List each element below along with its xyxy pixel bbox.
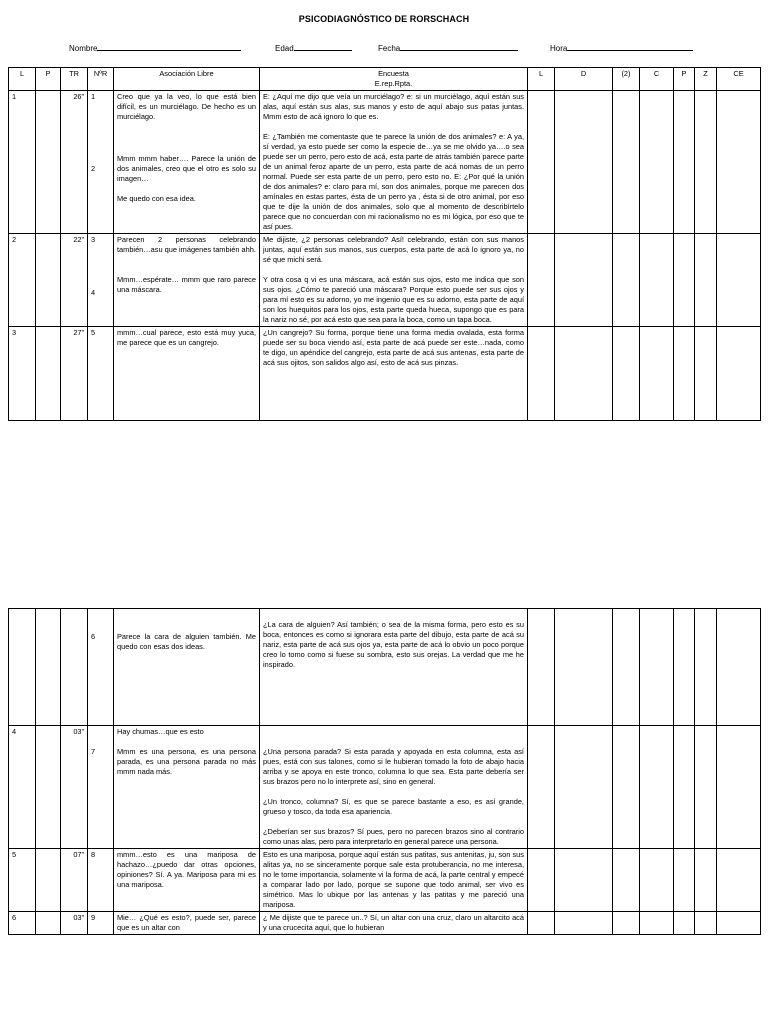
col-ce: CE	[717, 68, 761, 91]
col-p2: P	[674, 68, 695, 91]
response-number: 1	[91, 91, 96, 101]
cell-p	[36, 90, 61, 233]
table-row	[9, 609, 761, 726]
cell-p	[36, 233, 61, 326]
table-row	[9, 90, 761, 233]
encuesta-sub-label: E.rep.Rpta.	[374, 78, 413, 88]
cell-encuesta	[260, 609, 528, 726]
asociacion-text: Parece la cara de alguien también. Me quedo con esas dos ideas.	[117, 632, 256, 651]
asociacion-text: Hay chumas…que es esto	[117, 727, 204, 736]
col-two: (2)	[613, 68, 640, 91]
cell-p	[36, 911, 61, 934]
response-number: 2	[91, 163, 96, 173]
cell-nr: 9	[88, 911, 114, 934]
col-d: D	[555, 68, 613, 91]
asociacion-text: Creo que ya la veo, lo que está bien difícil, es un murciélago. De hecho es un murciélago.	[117, 91, 256, 121]
cell-nr	[88, 726, 114, 849]
col-c: C	[640, 68, 674, 91]
cell-encuesta: Esto es una mariposa, porque aquí están sus patitas, sus antenitas, ju, son sus alitas ya, no se sinceramente porque sale esta protuberancia, no me interesa, no le tome importancia, solamente vi la forma de acá, la parte central y empecé a comparar lado por lado, porque se supone que todo animal, ser vivo es simétrico. Mas lo ubique por las antenas y las patitas y me pareció una mariposa.	[260, 848, 528, 911]
encuesta-label: Encuesta	[378, 69, 409, 78]
cell-asociacion: mmm…cual parece, esto está muy yuca, me parece que es un cangrejo.	[114, 326, 260, 420]
cell-asociacion	[114, 90, 260, 233]
nombre-label: Nombre	[69, 44, 98, 53]
table-row	[9, 326, 761, 420]
cell-encuesta: ¿ Me dijiste que te parece un..? Sí, un altar con una cruz, claro un altarcito acá y una crucecita aquí, que lo hubieran	[260, 911, 528, 934]
cell-asociacion: mmm…esto es una mariposa de hachazo…¿puedo dar otras opciones, opiniones? Sí. A ya. Mariposa para mi es una mariposa.	[114, 848, 260, 911]
cell-asociacion	[114, 726, 260, 849]
col-tr: TR	[61, 68, 88, 91]
cell-encuesta	[260, 233, 528, 326]
cell-l: 4	[9, 726, 36, 849]
cell-tr: 07”	[61, 848, 88, 911]
response-number: 4	[91, 287, 96, 297]
col-z: Z	[695, 68, 717, 91]
nombre-field[interactable]	[69, 41, 241, 53]
cell-tr: 26”	[61, 90, 88, 233]
table-row	[9, 726, 761, 849]
header-row	[9, 68, 761, 91]
cell-nr	[88, 233, 114, 326]
cell-tr	[61, 609, 88, 726]
cell-nr: 8	[88, 848, 114, 911]
col-p: P	[36, 68, 61, 91]
col-l: L	[9, 68, 36, 91]
asociacion-text: Mmm…espérate… mmm que raro parece una máscara.	[117, 274, 256, 294]
cell-tr: 03”	[61, 726, 88, 849]
cell-l: 3	[9, 326, 36, 420]
cell-asociacion	[114, 609, 260, 726]
cell-nr	[88, 90, 114, 233]
asociacion-text: Me quedo con esa idea.	[117, 193, 196, 203]
rorschach-table-1	[8, 67, 761, 421]
table-row	[9, 911, 761, 934]
cell-l: 1	[9, 90, 36, 233]
encuesta-text: ¿Deberían ser sus brazos? Sí pues, pero no parecen brazos sino al contrario como unas alas, pero para interpretarlo en general parece una persona.	[263, 826, 524, 846]
asociacion-text: Mmm mmm haber…. Parece la unión de dos animales, creo que el otro es solo su imagen…	[117, 153, 256, 183]
table-row	[9, 233, 761, 326]
cell-asociacion	[114, 233, 260, 326]
col-encuesta	[260, 68, 528, 91]
rorschach-table-2	[8, 608, 761, 935]
hora-field[interactable]	[550, 41, 693, 53]
asociacion-text: Parecen 2 personas celebrando también…asu que imágenes también ahh.	[117, 234, 256, 254]
cell-tr: 27”	[61, 326, 88, 420]
encuesta-text: Me dijiste, ¿2 personas celebrando? Así! celebrando, están con sus manos juntas, aquí están sus manos, sus cuerpos, esta parte de acá lo ignoro ya, no sé que michi será.	[263, 234, 524, 264]
encuesta-text: ¿La cara de alguien? Así también; o sea de la misma forma, pero esto es su boca, entonces es como si ignorara esta parte del dibujo, esta parte de acá su nariz, esta parte de acá sus ojos ya, esta parte de acá lo obvio un poco porque creo lo tomo como si fuese su sombra, esto sus orejas. La verdad que me he inspirado.	[263, 620, 524, 669]
cell-l: 2	[9, 233, 36, 326]
encuesta-text: ¿Un tronco, columna? Sí, es que se parece bastante a eso, es así grande, grueso y tosco, da toda esa apariencia.	[263, 796, 524, 816]
cell-l	[9, 609, 36, 726]
cell-encuesta	[260, 90, 528, 233]
cell-asociacion: Mie… ¿Qué es esto?, puede ser, parece que es un altar con	[114, 911, 260, 934]
cell-p	[36, 848, 61, 911]
fecha-field[interactable]	[378, 41, 518, 53]
cell-p	[36, 609, 61, 726]
col-l2: L	[528, 68, 555, 91]
cell-nr	[88, 609, 114, 726]
encuesta-text: E: ¿Aquí me dijo que veía un murciélago? e: si un murciélago, aquí están sus alas, aquí están sus alas, sus manos y esto de aquí abajo sus patas juntas. Mmm esto de acá ignoro lo que es.	[263, 91, 524, 121]
asociacion-text: Mmm es una persona, es una persona parada, es una persona parada no más mmm nada más.	[117, 746, 256, 776]
edad-label: Edad	[275, 44, 294, 53]
response-number: 6	[91, 632, 96, 641]
table-row	[9, 848, 761, 911]
cell-l: 5	[9, 848, 36, 911]
page-title: PSICODIAGNÓSTICO DE RORSCHACH	[298, 14, 470, 24]
response-number: 7	[91, 747, 96, 756]
cell-tr: 22”	[61, 233, 88, 326]
encuesta-text: ¿Una persona parada? Si esta parada y apoyada en esta columna, esta así pues, está con sus talones, como si le hubieran tomado la foto de abajo hacia arriba y se apoya en este tronco, columna lo que sea. Esta parte debería ser sus brazos pero no lo interprete así, sino en general.	[263, 747, 524, 786]
edad-field[interactable]	[275, 41, 352, 53]
cell-tr: 03”	[61, 911, 88, 934]
hora-label: Hora	[550, 44, 568, 53]
encuesta-text: Y otra cosa q vi es una máscara, acá están sus ojos, esto me indica que son sus ojos. ¿Cómo te pareció una máscara? Porque esto puede ser sus ojos y para mí esto es su adorno, yo me ingenio que es su adorno, esta parte de aquí son los huequitos para los ojos, esta parte queda hueca, supongo que es para la nariz no sé, por acá esto que sea para la boca, como un tapa boca.	[263, 274, 524, 324]
encuesta-text: E: ¿También me comentaste que te parece la unión de dos animales? e: A ya, sí verdad, ya esto puede ser como la especie de…ya se me olvido ya….o sea puede ser un perro, pero esto de acá, esta parte de atrás también parece parte de un animal feroz aparte de un perro, esta parte de acá nomas de un perro normal. Puede ser esta parte de un perro, pero esto no. E: ¿Por qué la unión de dos animales? e: claro para mí, son dos animales, porque me parecen dos amínales en estas partes, ésta de un perro ya , ésta si de otro animal, por eso que te dije la unión de dos animales, solo que al momento de describírtelo parece que no concuerdan con mi racionalismo no es mi lógica, por eso que te así pues.	[263, 131, 524, 231]
response-number: 3	[91, 234, 96, 244]
cell-l: 6	[9, 911, 36, 934]
fecha-label: Fecha	[378, 44, 401, 53]
cell-encuesta: ¿Un cangrejo? Su forma, porque tiene una forma media ovalada, esta forma puede ser su boca viendo así, esta parte de acá puede ser este…nada, como te digo, un apéndice del cangrejo, esta parte de acá sus antenas, esta parte de acá sus ojitos, son salidos algo así, esto de acá sus pinzas.	[260, 326, 528, 420]
col-asociacion: Asociación Libre	[114, 68, 260, 91]
cell-p	[36, 726, 61, 849]
cell-p	[36, 326, 61, 420]
cell-nr: 5	[88, 326, 114, 420]
col-nr: NºR	[88, 68, 114, 91]
cell-encuesta	[260, 726, 528, 849]
